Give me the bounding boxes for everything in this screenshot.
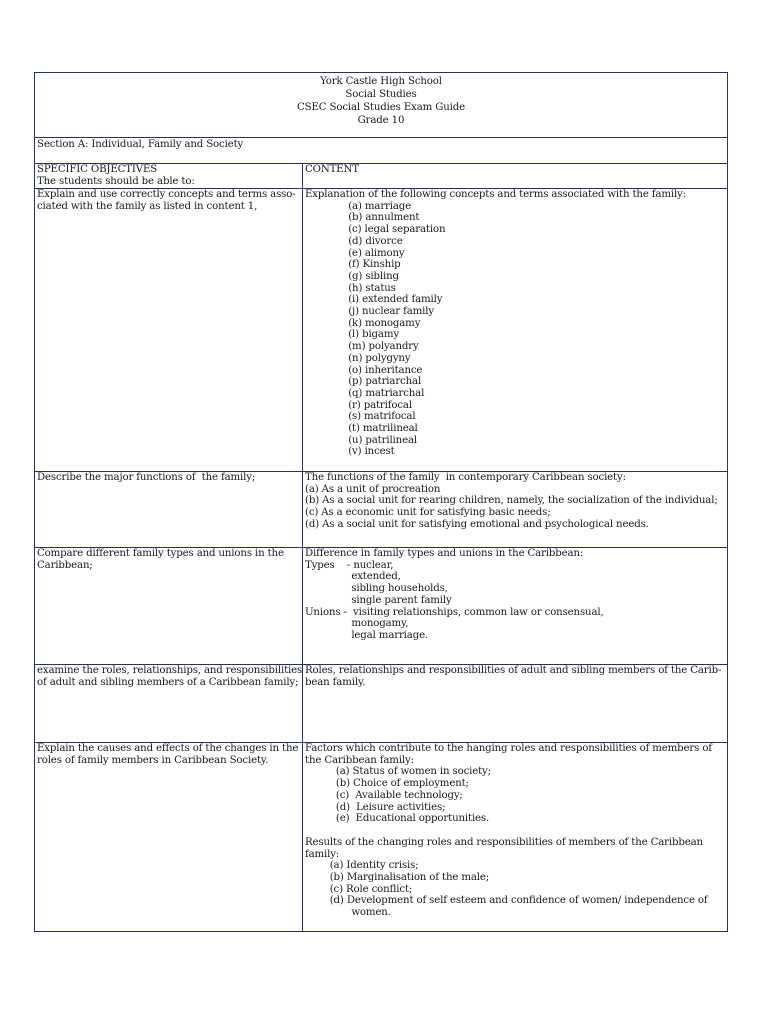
content-line: Factors which contribute to the hanging roles and responsibilities of members of: [305, 743, 712, 754]
content-line: (d) Development of self esteem and confidence of women/ independence of: [305, 895, 708, 907]
content-line: family:: [305, 848, 340, 860]
objective-cell: [35, 548, 303, 664]
content-line: (b) Choice of employment;: [305, 778, 469, 790]
content-line: (c) legal separation: [305, 224, 446, 236]
content-line: (d) As a social unit for satisfying emotional and psychological needs.: [305, 518, 649, 530]
content-line: (e) Educational opportunities.: [305, 813, 490, 825]
content-line: Results of the changing roles and responsibilities of members of the Caribbean: [305, 836, 703, 848]
objective-line: Caribbean;: [37, 559, 93, 571]
table-row: [34, 471, 728, 548]
objectives-subtitle: The students should be able to:: [37, 175, 195, 187]
section-title: Section A: Individual, Family and Society: [37, 139, 244, 150]
objectives-title: SPECIFIC OBJECTIVES: [37, 164, 158, 175]
subject-name: Social Studies: [345, 89, 417, 100]
content-title: CONTENT: [305, 164, 359, 175]
content-line: the Caribbean family:: [305, 754, 414, 766]
table-row: [34, 188, 728, 472]
content-line: (a) As a unit of procreation: [305, 483, 441, 495]
content-cell: [303, 665, 727, 742]
objective-line: examine the roles, relationships, and responsibilities: [37, 665, 303, 676]
content-cell: [303, 189, 727, 471]
content-line: (d) Leisure activities;: [305, 801, 446, 813]
school-name: York Castle High School: [320, 76, 442, 87]
content-cell: [303, 743, 727, 931]
content-line: (g) sibling: [305, 270, 399, 282]
content-line: (b) annulment: [305, 212, 420, 224]
content-line: (c) Available technology;: [305, 789, 463, 801]
content-line: (a) Identity crisis;: [305, 860, 419, 872]
content-line: (r) patrifocal: [305, 399, 412, 411]
content-line: monogamy,: [305, 618, 409, 630]
content-line: (o) inheritance: [305, 364, 423, 376]
content-line: (b) As a social unit for rearing children, namely, the socialization of the individual;: [305, 495, 718, 507]
content-line: sibling households,: [305, 583, 448, 595]
content-line: (j) nuclear family: [305, 306, 434, 318]
content-line: (q) matriarchal: [305, 387, 425, 399]
content-header-cell: [303, 164, 727, 188]
grade-label: Grade 10: [357, 115, 405, 126]
content-line: (i) extended family: [305, 294, 443, 306]
objective-line: roles of family members in Caribbean Society.: [37, 754, 269, 766]
content-line: (e) alimony: [305, 247, 405, 259]
objective-cell: [35, 189, 303, 471]
content-line: (k) monogamy: [305, 317, 421, 329]
content-line: (l) bigamy: [305, 329, 399, 341]
objective-cell: [35, 472, 303, 547]
content-cell: [303, 472, 727, 547]
table-row: [34, 664, 728, 743]
objective-line: Compare different family types and unions in the: [37, 548, 284, 559]
content-line: [305, 825, 725, 837]
section-heading: [34, 137, 728, 164]
objectives-header-cell: [35, 164, 303, 188]
content-line: (h) status: [305, 282, 396, 294]
content-line: The functions of the family in contemporary Caribbean society:: [305, 472, 626, 483]
content-line: (n) polygyny: [305, 352, 411, 364]
content-line: extended,: [305, 571, 401, 583]
guide-title: CSEC Social Studies Exam Guide: [297, 102, 465, 113]
table-row: [34, 547, 728, 665]
objective-cell: [35, 665, 303, 742]
document-header: [34, 72, 728, 138]
content-line: bean family.: [305, 676, 366, 688]
content-line: (b) Marginalisation of the male;: [305, 872, 490, 884]
content-line: Explanation of the following concepts and terms associated with the family:: [305, 189, 686, 200]
content-line: women.: [305, 907, 391, 919]
content-line: legal marriage.: [305, 629, 429, 641]
content-line: (u) patrilineal: [305, 434, 417, 446]
content-line: (p) patriarchal: [305, 376, 422, 388]
content-line: (c) As a economic unit for satisfying basic needs;: [305, 507, 551, 519]
content-line: Types - nuclear,: [305, 559, 394, 571]
content-line: (f) Kinship: [305, 259, 401, 271]
content-cell: [303, 548, 727, 664]
content-line: Unions - visiting relationships, common law or consensual,: [305, 606, 604, 618]
content-line: single parent family: [305, 594, 452, 606]
objective-line: of adult and sibling members of a Caribbean family;: [37, 676, 299, 688]
objective-line: Explain and use correctly concepts and terms asso-: [37, 189, 296, 200]
content-line: (v) incest: [305, 446, 395, 458]
content-line: (m) polyandry: [305, 341, 419, 353]
content-line: (t) matrilineal: [305, 423, 418, 435]
content-line: (c) Role conflict;: [305, 883, 413, 895]
column-header-row: [34, 163, 728, 189]
content-line: (a) marriage: [305, 200, 412, 212]
objective-line: ciated with the family as listed in content 1,: [37, 200, 258, 212]
objective-line: Describe the major functions of the family;: [37, 472, 256, 483]
content-line: (s) matrifocal: [305, 411, 416, 423]
content-line: (a) Status of women in society;: [305, 766, 491, 778]
content-line: Difference in family types and unions in the Caribbean:: [305, 548, 584, 559]
objective-line: Explain the causes and effects of the changes in the: [37, 743, 299, 754]
content-line: Roles, relationships and responsibilities of adult and sibling members of the Carib-: [305, 665, 722, 676]
table-row: [34, 742, 728, 932]
objective-cell: [35, 743, 303, 931]
content-line: (d) divorce: [305, 235, 403, 247]
